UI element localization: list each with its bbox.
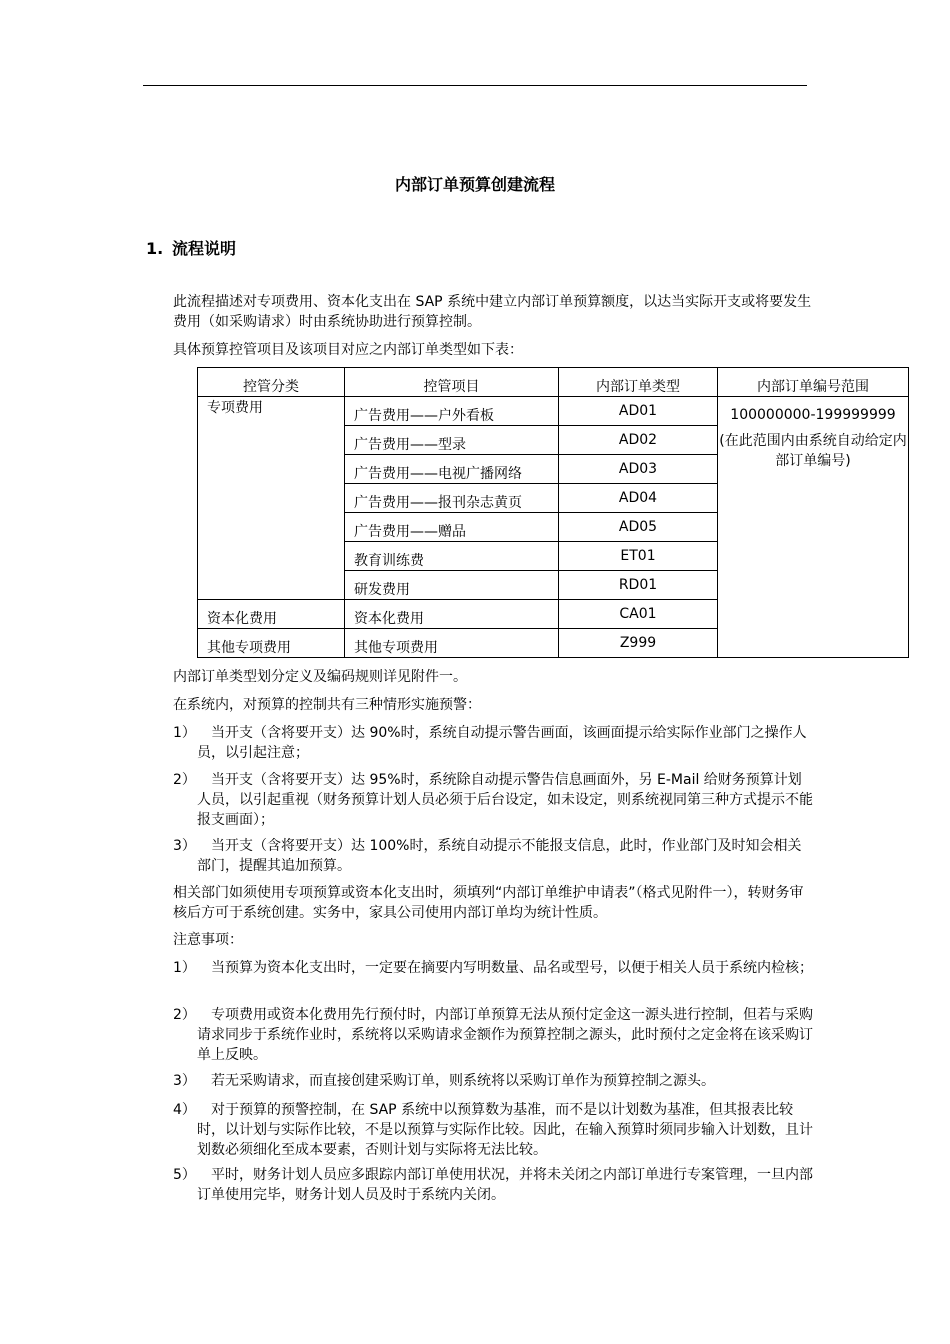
list-text: 当开支（含将要开支）达 100%时，系统自动提示不能报支信息，此时，作业部门及时知会相关部门，提醒其追加预算。: [197, 838, 802, 874]
apply-paragraph: 相关部门如须使用专项预算或资本化支出时，须填列“内部订单维护申请表”（格式见附件一），转财务审核后方可于系统创建。实务中，家具公司使用内部订单均为统计性质。: [173, 885, 804, 921]
intro-paragraph: 此流程描述对专项费用、资本化支出在 SAP 系统中建立内部订单预算额度，以达当实际开支或将要发生费用（如采购请求）时由系统协助进行预算控制。: [173, 294, 812, 330]
list-marker: 1）: [173, 960, 196, 976]
category-cell: 专项费用: [198, 397, 345, 600]
list-item: [173, 1100, 813, 1160]
list-item: [173, 770, 813, 830]
category-cell: 其他专项费用: [198, 629, 345, 658]
order-type-cell: AD05: [559, 513, 718, 542]
table-intro: 具体预算控管项目及该项目对应之内部订单类型如下表：: [173, 342, 523, 358]
list-marker: 4）: [173, 1102, 196, 1118]
list-item: [173, 958, 813, 978]
list-item: [173, 1005, 813, 1065]
order-type-cell: AD04: [559, 484, 718, 513]
list-text: 对于预算的预警控制，在 SAP 系统中以预算数为基准，而不是以计划数为基准，但其报表比较时，以计划与实际作比较，不是以预算与实际作比较。因此，在输入预算时须同步输入计划数，且计划数必须细化至成本要素，否则计划与实际将无法比较。: [197, 1102, 813, 1158]
after-table-paragraph: 内部订单类型划分定义及编码规则详见附件一。: [173, 669, 467, 685]
control-table: [197, 367, 909, 658]
list-text: 当开支（含将要开支）达 90%时，系统自动提示警告画面，该画面提示给实际作业部门之操作人员，以引起注意；: [197, 725, 807, 761]
section-title: 流程说明: [172, 239, 237, 258]
list-item: [173, 1071, 813, 1091]
list-marker: 3）: [173, 838, 196, 854]
header-rule: [143, 85, 807, 86]
list-marker: 5）: [173, 1167, 196, 1183]
order-type-cell: AD03: [559, 455, 718, 484]
number-range-cell: [718, 397, 909, 658]
item-cell: 教育训练费: [345, 542, 559, 571]
header-item: 控管项目: [345, 368, 559, 397]
section-heading: [146, 236, 236, 259]
item-cell: 广告费用——型录: [345, 426, 559, 455]
order-type-cell: Z999: [559, 629, 718, 658]
item-cell: 资本化费用: [345, 600, 559, 629]
item-cell: 其他专项费用: [345, 629, 559, 658]
table-header-row: [198, 368, 909, 397]
list-text: 若无采购请求，而直接创建采购订单，则系统将以采购订单作为预算控制之源头。: [211, 1073, 715, 1089]
list-marker: 2）: [173, 1007, 196, 1023]
list-item: [173, 1165, 813, 1205]
item-cell: 广告费用——报刊杂志黄页: [345, 484, 559, 513]
document-title: 内部订单预算创建流程: [394, 175, 555, 194]
list-item: [173, 836, 813, 876]
list-text: 当开支（含将要开支）达 95%时，系统除自动提示警告信息画面外，另 E-Mail 给财务预算计划人员，以引起重视（财务预算计划人员必须于后台设定，如未设定，则系统视同第三种方式提示不能报支画面）；: [197, 772, 813, 828]
section-number: 1.: [146, 239, 164, 258]
table-row: [198, 397, 909, 426]
item-cell: 广告费用——电视广播网络: [345, 455, 559, 484]
number-range: 100000000-199999999: [730, 407, 896, 423]
order-type-cell: AD01: [559, 397, 718, 426]
order-type-cell: RD01: [559, 571, 718, 600]
header-order-type: 内部订单类型: [559, 368, 718, 397]
control-intro: 在系统内，对预算的控制共有三种情形实施预警：: [173, 697, 481, 713]
list-marker: 2）: [173, 772, 196, 788]
header-category: 控管分类: [198, 368, 345, 397]
item-cell: 广告费用——赠品: [345, 513, 559, 542]
list-text: 当预算为资本化支出时，一定要在摘要内写明数量、品名或型号，以便于相关人员于系统内检核；: [211, 960, 813, 976]
item-cell: 研发费用: [345, 571, 559, 600]
header-number-range: 内部订单编号范围: [718, 368, 909, 397]
order-type-cell: ET01: [559, 542, 718, 571]
list-item: [173, 723, 813, 763]
category-cell: 资本化费用: [198, 600, 345, 629]
order-type-cell: AD02: [559, 426, 718, 455]
notes-intro: 注意事项：: [173, 932, 243, 948]
list-marker: 1）: [173, 725, 196, 741]
list-text: 平时，财务计划人员应多跟踪内部订单使用状况，并将未关闭之内部订单进行专案管理，一旦内部订单使用完毕，财务计划人员及时于系统内关闭。: [197, 1167, 813, 1203]
list-text: 专项费用或资本化费用先行预付时，内部订单预算无法从预付定金这一源头进行控制，但若与采购请求同步于系统作业时，系统将以采购请求金额作为预算控制之源头，此时预付之定金将在该采购订单上反映。: [197, 1007, 813, 1063]
order-type-cell: CA01: [559, 600, 718, 629]
list-marker: 3）: [173, 1073, 196, 1089]
number-range-note: (在此范围内由系统自动给定内部订单编号): [719, 433, 907, 469]
item-cell: 广告费用——户外看板: [345, 397, 559, 426]
